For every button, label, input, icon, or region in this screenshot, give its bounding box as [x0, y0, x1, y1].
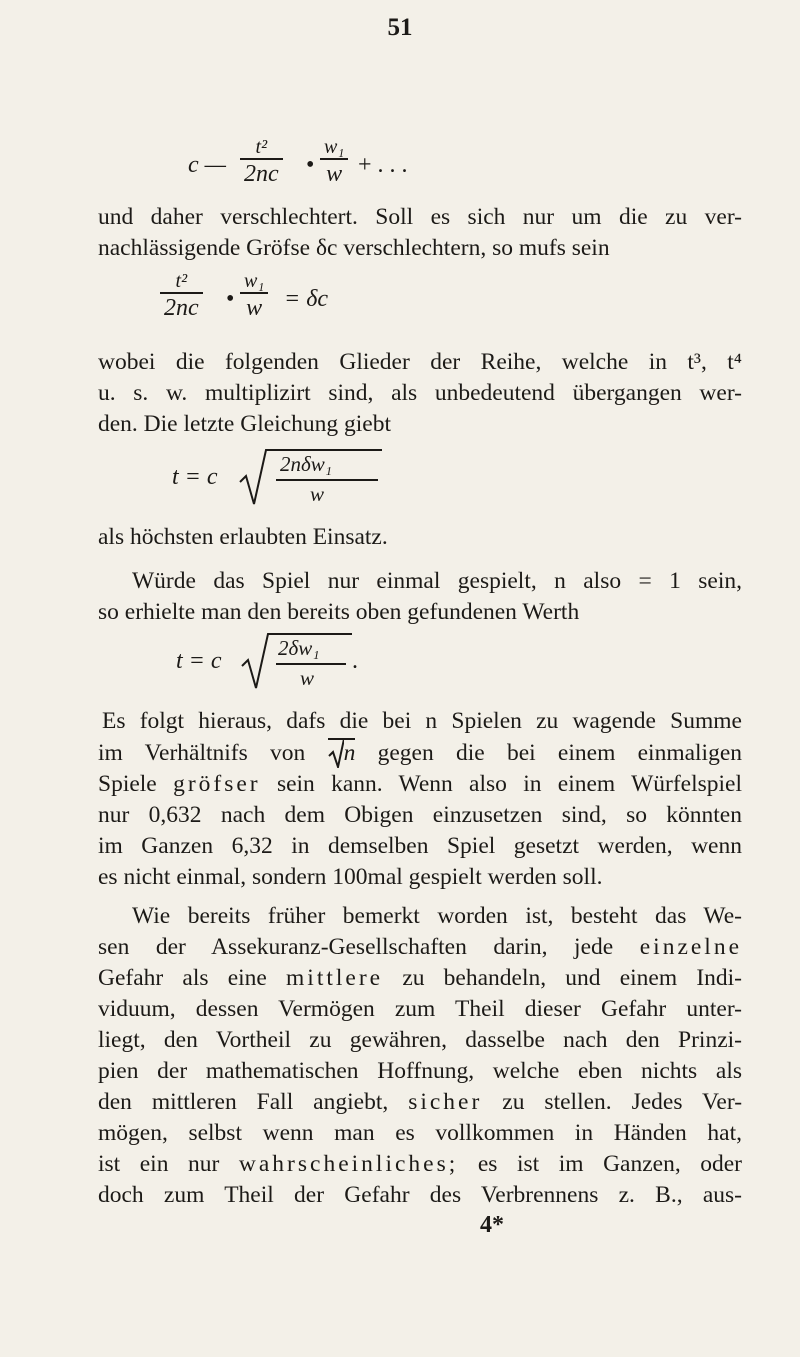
text-line: im Verhältnifs von n gegen die bei einem einmaligen: [98, 740, 743, 766]
document-page: 51 c — t² 2nc • w₁ w + . . . und daher verschlechtert. Soll es sich nur um die zu ver- nachlässigende Gröfse δc verschlechtern, so mufs sein t² 2nc • w₁ w = δc wobei die folgenden Glieder der Reihe, welche in t³, t⁴ u. s. w. multiplizirt sind, als unbedeutend übergangen wer- den. Die letzte Gleichung giebt t = c 2nδw₁ w als höchsten erlaubten Einsatz. Würde das Spiel nur einmal gespielt, n also = 1 sein, so erhielte man den bereits oben gefundenen Werth t = c 2δw₁ w . Es folgt hieraus, dafs die bei n Spielen zu wagende Summe im Verhältnifs von n gegen die bei einem einmaligen Spiele gröfser sein kann. Wenn also in einem Würfelspiel nur 0,632 nach dem Obigen einzusetzen sind, so könnten im Ganzen 6,32 in demselben Spiel gesetzt werden, wenn es nicht einmal, sondern 100mal gespielt werden soll. Wie bereits früher bemerkt worden ist, besteht das We- sen der Assekuranz-Gesellschaften darin, jede einzelne Gefahr als eine mittlere zu behandeln, und einem Indi- viduum, dessen Vermögen zum Theil dieser Gefahr unter- liegt, den Vortheil zu gewähren, dasselbe nach den Prinzi- pien der mathematischen Hoffnung, welche eben nichts als den mittleren Fall angiebt, sicher zu stellen. Jedes Ver- mögen, selbst wenn man es vollkommen in Händen hat, ist ein nur wahrscheinliches; es ist im Ganzen, oder doch zum Theil der Gefahr des Verbrennens z. B., aus- 4*: [0, 0, 800, 1357]
fraction-w1-w: w₁ w: [240, 270, 268, 322]
formula-tail: + . . .: [358, 152, 408, 178]
square-root-sign: [328, 738, 344, 768]
fraction-t2-2nc: t² 2nc: [160, 270, 203, 322]
text-line: ist ein nur wahrscheinliches; es ist im Ganzen, oder: [98, 1151, 743, 1177]
text-line: so erhielte man den bereits oben gefundenen Werth: [98, 599, 580, 625]
formula-max-stake: t = c 2nδw₁ w: [172, 446, 392, 516]
text-line: es nicht einmal, sondern 100mal gespielt werden soll.: [98, 864, 603, 890]
text-line: Gefahr als eine mittlere zu behandeln, und einem Indi-: [98, 965, 743, 991]
signature-mark: 4*: [480, 1212, 504, 1238]
text-line: viduum, dessen Vermögen zum Theil dieser Gefahr unter-: [98, 996, 742, 1022]
text-line: Es folgt hieraus, dafs die bei n Spielen zu wagende Summe: [102, 708, 742, 734]
text-line: wobei die folgenden Glieder der Reihe, welche in t³, t⁴: [98, 349, 742, 375]
text-line: pien der mathematischen Hoffnung, welche eben nichts als: [98, 1058, 742, 1084]
text-line: Spiele gröfser sein kann. Wenn also in einem Würfelspiel: [98, 771, 743, 797]
text-line: im Ganzen 6,32 in demselben Spiel gesetzt werden, wenn: [98, 833, 742, 859]
text-line: und daher verschlechtert. Soll es sich nur um die zu ver-: [98, 204, 742, 230]
text-line: u. s. w. multiplizirt sind, als unbedeutend übergangen wer-: [98, 380, 742, 406]
page-number: 51: [387, 14, 413, 41]
formula-lead: c —: [188, 152, 226, 178]
text-line: den. Die letzte Gleichung giebt: [98, 411, 391, 437]
text-line: als höchsten erlaubten Einsatz.: [98, 524, 388, 550]
text-line: sen der Assekuranz-Gesellschaften darin, jede einzelne: [98, 934, 743, 960]
fraction-w1-w: w₁ w: [320, 136, 348, 188]
text-line: Wie bereits früher bemerkt worden ist, besteht das We-: [132, 903, 742, 929]
formula-single-game: t = c 2δw₁ w .: [176, 630, 396, 700]
sqrt-n: n: [328, 738, 356, 766]
fraction-t2-2nc: t² 2nc: [240, 136, 283, 188]
text-line: doch zum Theil der Gefahr des Verbrennens z. B., aus-: [98, 1182, 742, 1208]
text-line: mögen, selbst wenn man es vollkommen in Händen hat,: [98, 1120, 742, 1146]
text-line: nachlässigende Gröfse δc verschlechtern, so mufs sein: [98, 235, 610, 261]
text-line: nur 0,632 nach dem Obigen einzusetzen sind, so könnten: [98, 802, 742, 828]
text-line: den mittleren Fall angiebt, sicher zu stellen. Jedes Ver-: [98, 1089, 743, 1115]
text-line: liegt, den Vortheil zu gewähren, dasselbe nach den Prinzi-: [98, 1027, 742, 1053]
text-line: Würde das Spiel nur einmal gespielt, n also = 1 sein,: [132, 568, 742, 594]
